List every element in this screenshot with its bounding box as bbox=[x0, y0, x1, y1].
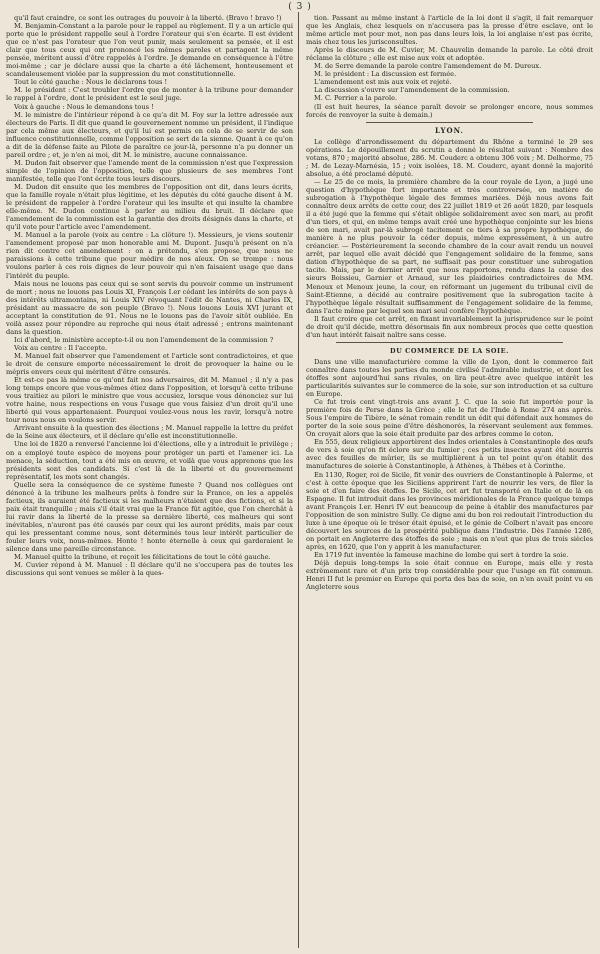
paragraph: Quelle sera la conséquence de ce système funeste ? Quand nos collègues ont dénoncé à la tribune les malheurs prêts à fondre sur la France, on les a appelés factieux, ils auraient été factieux si les malheurs n'étaient que des fictions, et si la paix était tranquille ; mais s'il était vrai que la France fût agitée, que l'on cherchât à lui ravir dans la liberté de la presse sa dernière liberté, ces malheurs qui sont inévitables, n'auront pas été causés par ceux qui les auront prédits, mais par ceux qui les pressentant comme nous, sont déterminés tous leur intérêt particulier de fouler leurs voix, nous-mêmes. Honte ! honte éternelle à ceux qui garderaient le silence dans une pareille circonstance. bbox=[6, 480, 293, 554]
paragraph: M. C. Perrier a la parole. bbox=[314, 94, 398, 103]
paragraph: M. Dudon fait observer que l'amende ment de la commission n'est que l'expression simple de l'opinion de l'opposition, telle que plusieurs de ses membres l'ont manifestée, telle que l'ont écrite tous leurs discours. bbox=[6, 158, 293, 183]
paragraph: M. Dudon dit ensuite que les membres de l'opposition ont dit, dans leurs écrits, que la famille royale n'était plus légitime, et les députés du côté gauche disent à M. le président de rappeler à l'ordre l'orateur qui les insulte et qui insulte la chambre elle-même. M. Dudon continue à parler au milieu du bruit. Il déclare que l'amendement de la commission est la garantie des droits désignés dans la charte, et qu'il vote pour l'article avec l'amendement. bbox=[6, 182, 293, 232]
paragraph: — Le 25 de ce mois, la première chambre de la cour royale de Lyon, a jugé une question d'hypothèque fort importante et très controversée, en matière de subrogation à l'hypothèque légale des femmes mariées. Déjà nous avons fait connaître deux arrêts de cette cour, des 22 juillet 1819 et 26 août 1820, par lesquels il a été jugé que la femme qui s'était obligée solidairement avec son mari, au profit d'un tiers, et qui, en même temps avait créé une hypothèque conjointe sur les biens de son mari, avait par-là subrogé tacitement ce tiers à sa propre hypothèque, de manière à ne plus pouvoir la céder depuis, même expressément, à un autre créancier. — Postérieurement la seconde chambre de la cour avait rendu un nouvel arrêt, par lequel elle avait décidé que l'engagement solidaire de la femme, sans dation d'hypothèque de sa part, ne suffisait pas pour constituer une subrogation tacite. Mais, par le dernier arrêt que nous rapportons, rendu dans la cause des sieurs Boissieu, Garnier et Arnaud, sur les plaidoiries contradictoires de MM. Menoux et Menoux jeune, la cour, en réformant un jugement du tribunal civil de Saint-Etienne, a décidé au contraire positivement que la subrogation tacite à l'hypothèque légale résultait suffisamment de l'engagement solidaire de la femme, dans l'acte même par lequel son mari seul confère l'hypothèque. bbox=[306, 177, 593, 315]
paragraph: Et est-ce pas là même ce qu'ont fait nos adversaires, dit M. Manuel ; il n'y a pas long temps encore que vous-mêmes étiez dans l'opposition, et lorsqu'à cette tribune vous traitiez au pilori le ministre que vous accusiez, lorsque vous dénonciez sur lui votre haine, nous respections en vous l'usage que vous faisiez d'un droit qu'il une liberté qui vous appartenaient. Pourquoi voulez-vous nous les ravir, lorsqu'à notre tour nous nous en voulons servir. bbox=[6, 376, 293, 425]
paragraph: M. Manuel fait observer que l'amendement et l'article sont contradictoires, et que le droit de censure emporte nécessairement le droit de provoquer la haine ou le mépris envers ceux qui méritent d'être censurés. bbox=[6, 351, 293, 377]
section-rule bbox=[336, 342, 563, 343]
paragraph: Dans une ville manufacturière comme la ville de Lyon, dont le commerce fait connaître dans toutes les parties du monde civilisé l'admirable industrie, et dont les étoffes sont aujourd'hui sans rivales, on lira peut-être avec quelque intérêt les particularités suivantes sur le commerce de la soie, sur son introduction et sa culture en Europe. bbox=[306, 357, 593, 399]
paragraph: Il faut croire que cet arrêt, en fixant invariablement la jurisprudence sur le point de droit qu'il décide, mettra désormais fin aux nombreux procès que cette question d'un haut intérêt faisait naître sans cesse. bbox=[306, 314, 593, 339]
paragraph: La discussion s'ouvre sur l'amendement de la commission. bbox=[314, 86, 510, 95]
paragraph: Après le discours de M. Cuvier, M. Chauvelin demande la parole. Le côté droit réclame la clôture ; elle est mise aux voix et adoptée. bbox=[306, 46, 593, 63]
left-column bbox=[6, 14, 293, 577]
paragraph: En 1719 fut inventée la fameuse machine de lombe qui sert à tordre la soie. bbox=[314, 551, 569, 559]
page-number: ( 3 ) bbox=[288, 2, 312, 12]
paragraph: M. le président : La discussion est fermée. bbox=[314, 70, 457, 79]
column-divider bbox=[298, 12, 299, 948]
paragraph: Tout le côté gauche : Nous le déclarons tous ! bbox=[14, 78, 168, 87]
paragraph: M. le ministre de l'intérieur répond à ce qu'a dit M. Foy sur la lettre adressée aux électeurs de Paris. Il dit que quand le gouvernement nomme un président, il l'indique par cela même aux électeurs, et qu'il lui est permis en cela de se servir de son influence constitutionnelle, comme l'opposition se sert de la sienne. Quant à ce qu'on a dit de la défense faite au Pilote de paraître ce jour-là, personne n'a pu donner un pareil ordre ; et, je n'en ai moi, dit M. le ministre, aucune connaissance. bbox=[6, 110, 293, 159]
paragraph: qu'il faut craindre, ce sont les outrages du pouvoir à la liberté. (Bravo ! bravo !) bbox=[14, 14, 282, 22]
paragraph: M. Benjamin-Constant a la parole pour le rappel au règlement. Il y a un article qui porte que le président rappelle seul à l'ordre l'orateur qui s'en écarte. Il est évident que ce n'est pas l'orateur que l'on veut punir, mais seulement sa pensée, et il est clair que tous ceux qui ont prononcé les mêmes paroles et partagent la même pensée, méritent aussi d'être rappelés à l'ordre. Je demande en conséquence à l'être moi-même ; car je déclare aussi que la charte a été lâchement, honteusement et scandaleusement violée par la suppression du mot constitutionnelle. bbox=[6, 22, 293, 79]
section-rule bbox=[366, 122, 533, 123]
paragraph: Le collège d'arrondissement du département du Rhône a terminé le 29 ses opérations. Le dépouillement du scrutin a donné le résultat suivant : Nombre des votans, 870 ; majorité absolue, 286. M. Couderc a obtenu 306 voix ; M. Delhorme, 75 ; M. de Lezay-Marnésia, 15 ; voix isolées, 18. M. Couderc, ayant donné la majorité absolue, a été proclamé député. bbox=[306, 137, 593, 178]
paragraph: M. de Serre demande la parole contre l'amendement de M. Dureux. bbox=[314, 62, 542, 71]
section-heading-lyon: LYON. bbox=[435, 125, 464, 135]
paragraph: M. Manuel quitte la tribune, et reçoit les félicitations de tout le côté gauche. bbox=[14, 553, 271, 562]
paragraph: Arrivant ensuite à la question des élections ; M. Manuel rappelle la lettre du préfet de la Seine aux électeurs, et il déclare qu'elle est inconstitutionnelle. bbox=[6, 424, 293, 441]
paragraph: Voix à gauche : Nous le demandons tous ! bbox=[14, 102, 154, 111]
paragraph: tion. Passant au même instant à l'article de la loi dont il s'agit, il fait remarquer que les Anglais, chez lesquels on n'accusera pas la presse d'être esclave, ont le même article mot pour mot, non pas dans leurs lois, la loi anglaise n'est pas écrite, mais chez tous les jurisconsultes. bbox=[306, 14, 593, 47]
paragraph: Ce fut trois cent vingt-trois ans avant J. C. que la soie fut importée pour la première fois de Perse dans la Grèce ; elle le fut de l'Inde à Rome 274 ans après. Sous l'empire de Tibère, le sénat romain rendit un édit qui défendait aux hommes de porter de la soie sous peine d'être déshonorés, la réservant seulement aux femmes. On croyait alors que la soie était produite par des arbres comme le coton. bbox=[306, 398, 593, 439]
paragraph: Ici d'abord, le ministère accepte-t-il ou non l'amendement de la commission ? bbox=[14, 335, 274, 344]
section-heading-commerce: DU COMMERCE DE LA SOIE. bbox=[390, 346, 509, 355]
paragraph: Déjà depuis long-temps la soie était connue en Europe, mais elle y resta extrêmement rare et d'un prix trop considérable pour que l'usage en fût commun. Henri II fut le premier en Europe qui porta des bas de soie, on n'en avait point vu en Angleterre sous bbox=[306, 559, 593, 592]
paragraph: Une loi de 1820 a renversé l'ancienne loi d'élections, elle y a introduit le privilège ; on a employé toute espèce de moyens pour protéger un parti et l'amener ici. La menace, la séduction, tout a été mis en œuvre, et voilà que vous apprenons que les présidents sont des candidats. Si c'est là de la liberté et du gouvernement représentatif, les mots sont changés. bbox=[6, 440, 293, 481]
paragraph: M. Cuvier répond à M. Manuel : Il déclare qu'il ne s'occupera pas de toutes les discussions qui sont venues se mêler à la ques- bbox=[6, 561, 293, 578]
paragraph: En 555, deux religieux apportèrent des Indes orientales à Constantinople des œufs de vers à soie qu'on fit éclore sur du fumier ; ces petits insectes ayant été nourris avec des feuilles de mûrier, ils se multiplièrent à un tel point qu'on établit des manufactures de soierie à Constantinople, à Athènes, à Thèbes et à Corinthe. bbox=[306, 438, 593, 471]
paragraph: M. le président : C'est troubler l'ordre que de monter à la tribune pour demander le rappel à l'ordre, dont le président est le seul juge. bbox=[6, 86, 293, 103]
paragraph: En 1130, Roger, roi de Sicile, fit venir des ouvriers de Constantinople à Palerme, et c'est à cette époque que les Siciliens apprirent l'art de nourrir les vers, de filer la soie et d'en faire des étoffes. De Sicile, cet art fut transporté en Italie et de là en Espagne. Il fut introduit dans les provinces méridionales de la France quelque temps avant François I.er. Henri IV eut beaucoup de peine à établir des manufactures par l'opposition de son ministre Sully. Ce digne ami du bon roi redoutait l'introduction du luxe à une époque où le trésor était épuisé, et le génie de Colbert n'avait pas encore découvert les sources de la prospérité publique dans l'industrie. Dès l'année 1286, on portait en Angleterre des étoffes de soie ; mais on n'eut que plus de trois siècles après, en 1620, que l'on y apprit à les manufacturer. bbox=[306, 470, 593, 551]
paragraph: M. Manuel a la parole (voix au centre : La clôture !). Messieurs, je viens soutenir l'amendement proposé par mon honorable ami M. Dupont. Jusqu'à présent on n'a rien dit contre cet amendement : on a prétendu, s'en propose, que nous ne paraissions à cette tribune que pour médire de nos aïeux. On se trompe : nous voulons parler à ces rois dignes de leur pouvoir qui n'en faisaient usage que dans l'intérêt du peuple. bbox=[6, 231, 293, 280]
paragraph: (Il est huit heures, la séance paraît devoir se prolonger encore, nous sommes forcés de renvoyer la suite à demain.) bbox=[306, 102, 593, 119]
right-column bbox=[306, 14, 593, 591]
paragraph: L'amendement est mis aux voix et rejeté. bbox=[314, 78, 452, 87]
paragraph: Mais nous ne louons pas ceux qui se sont servis du pouvoir comme un instrument de mort ; nous ne louons pas Louis XI, François I.er cédant les intérêts de son pays à des intérêts ultramontains, ni Louis XIV révoquant l'édit de Nantes, ni Charles IX, présidant au massacre de son peuple (Bravo !). Nous louons Louis XVI jurant et acceptant la constitution de 91. Nous ne le louons pas de l'avoir sitôt oubliée. En voilà assez pour répondre au reproche qui nous était adressé ; entrons maintenant dans la question. bbox=[6, 279, 293, 336]
paragraph: Voix au centre : Il l'accepte. bbox=[14, 343, 108, 352]
